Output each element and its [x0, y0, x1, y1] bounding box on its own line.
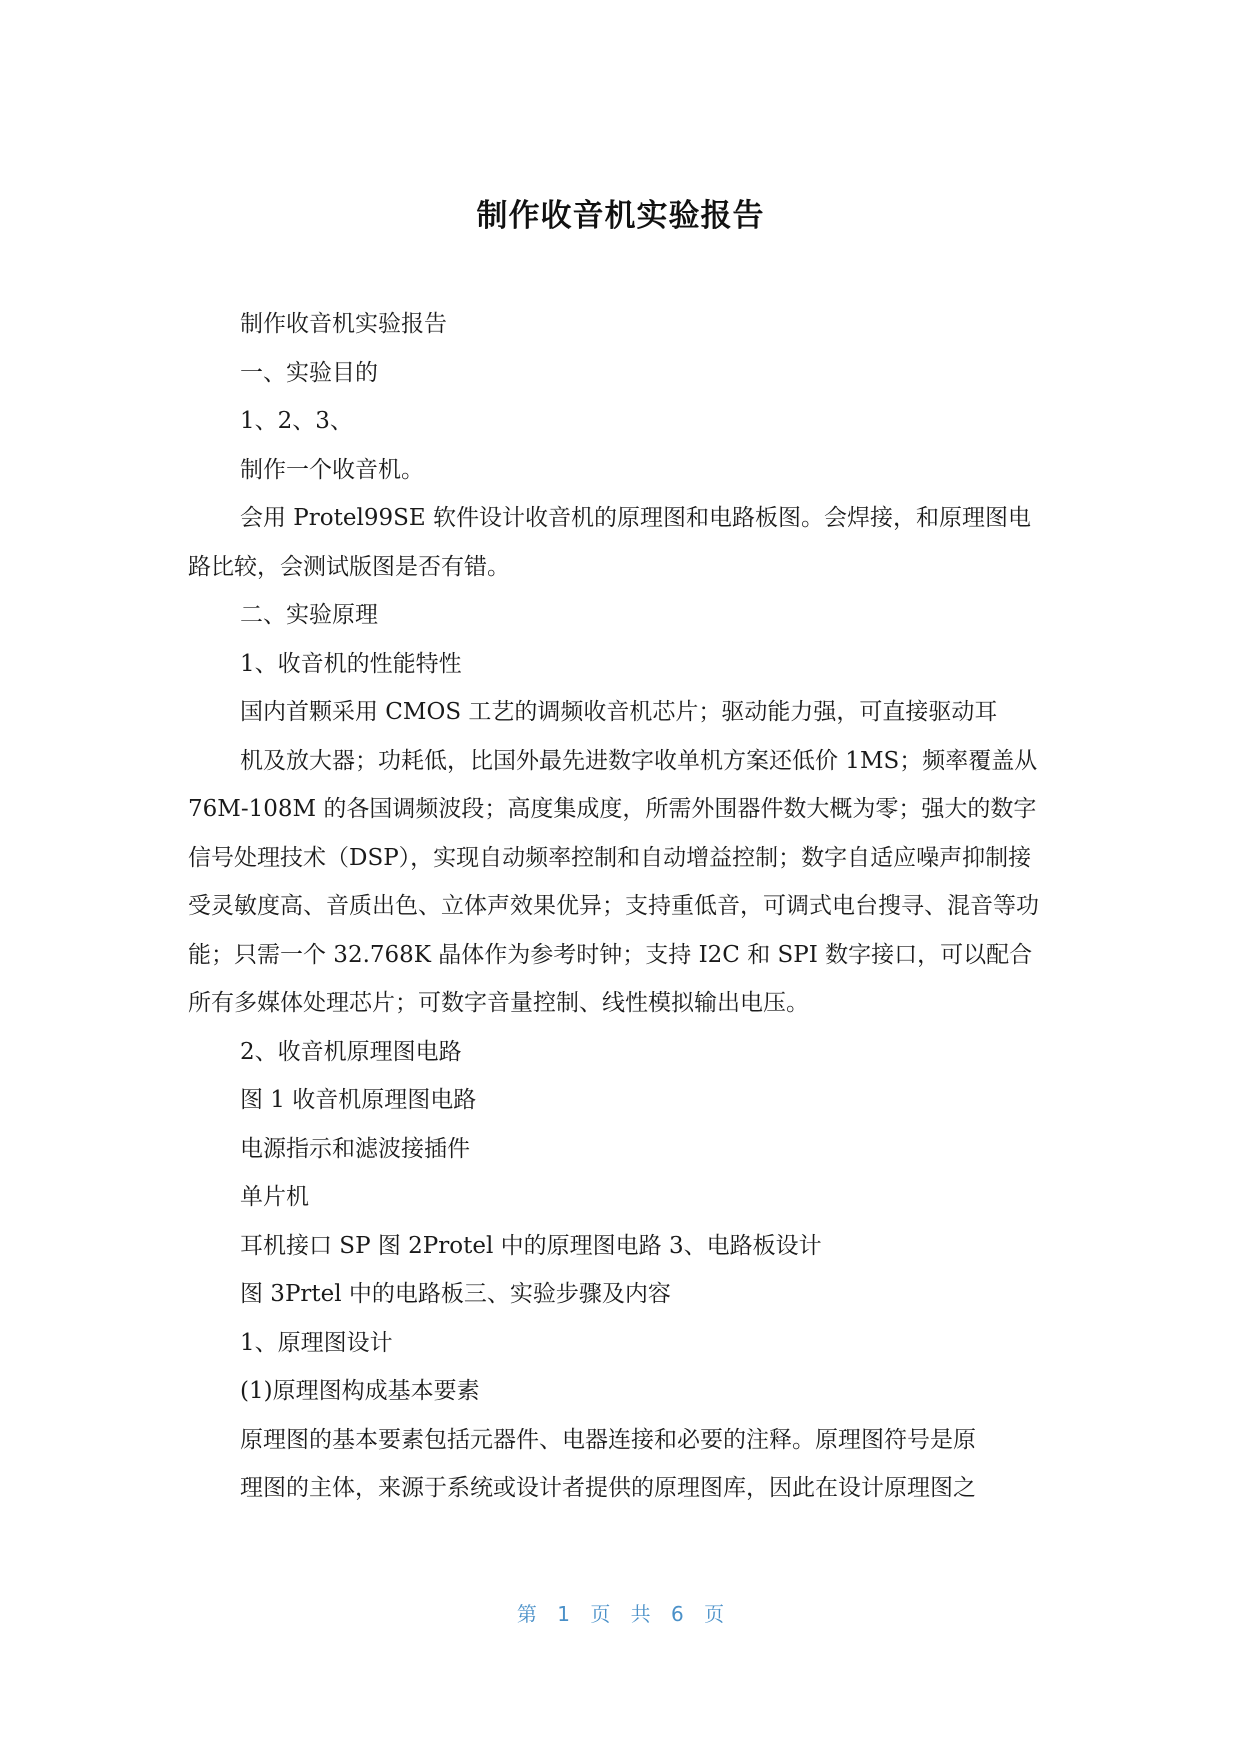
figure-caption-1: 图 1 收音机原理图电路: [240, 1087, 477, 1113]
paragraph-heading-repeat: 制作收音机实验报告: [240, 311, 447, 337]
page-number-footer: 第 1 页 共 6 页: [516, 1602, 725, 1626]
paragraph-power: 电源指示和滤波接插件: [240, 1135, 470, 1162]
paragraph-performance-1: 国内首颗采用 CMOS 工艺的调频收音机芯片；驱动能力强，可直接驱动耳: [240, 699, 998, 725]
list-numbers: 1、2、3、: [240, 408, 353, 434]
paragraph-elements-2: 理图的主体，来源于系统或设计者提供的原理图库，因此在设计原理图之: [240, 1475, 976, 1501]
figure-caption-2: 耳机接口 SP 图 2Protel 中的原理图电路 3、电路板设计: [240, 1232, 822, 1259]
figure-caption-3: 图 3Prtel 中的电路板三、实验步骤及内容: [240, 1281, 671, 1307]
paragraph-elements-1: 原理图的基本要素包括元器件、电器连接和必要的注释。原理图符号是原: [240, 1426, 976, 1453]
subheading-performance: 1、收音机的性能特性: [240, 650, 462, 677]
section-heading-purpose: 一、实验目的: [240, 359, 378, 386]
subheading-schematic: 2、收音机原理图电路: [240, 1038, 462, 1065]
paragraph-performance-2: 机及放大器；功耗低，比国外最先进数字收单机方案还低价 1MS；频率覆盖从 76M-108M 的各国调频波段；高度集成度，所需外围器件数大概为零；强大的数字信号处理技术（DSP），实现自动频率控制和自动增益控制；数字自适应噪声抑制接受灵敏度高、音质出色、立体声效果优异；支持重低音，可调式电台搜寻、混音等功能；只需一个 32.768K 晶体作为参考时钟；支持 I2C 和 SPI 数字接口，可以配合所有多媒体处理芯片；可数字音量控制、线性模拟输出电压。: [188, 747, 1039, 1016]
paragraph-goal-1: 制作一个收音机。: [240, 456, 424, 483]
section-heading-principle: 二、实验原理: [240, 602, 378, 628]
paragraph-mcu: 单片机: [240, 1184, 309, 1210]
subheading-elements: (1)原理图构成基本要素: [240, 1378, 480, 1404]
paragraph-goal-2: 会用 Protel99SE 软件设计收音机的原理图和电路板图。会焊接，和原理图电路比较，会测试版图是否有错。: [188, 505, 1031, 580]
document-body: [188, 300, 1048, 1513]
subheading-schematic-design: 1、原理图设计: [240, 1329, 393, 1356]
document-title: 制作收音机实验报告: [476, 198, 765, 234]
